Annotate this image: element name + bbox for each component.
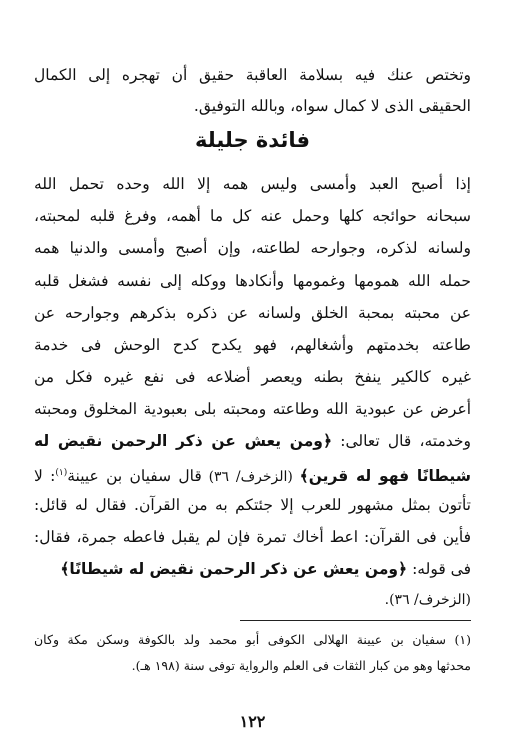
footnote-line-1: (١) سفيان بن عيينة الهلالى الكوفى أبو محمد ولد بالكوفة وسكن مكة وكان	[34, 632, 471, 647]
footnote-line-2: محدثها وهو من كبار الثقات فى العلم والرواية توفى سنة (١٩٨ هـ).	[131, 658, 471, 673]
verse-reference-1: (الزخرف/ ٣٦)	[201, 469, 300, 486]
body-line-5: عن محبته بمحبة الخلق ولسانه عن ذكره بذكرهم وجوارحه عن	[34, 304, 471, 322]
body-line-11: تأتون بمثل مشهور للعرب إلا جئتكم به من القرآن. فقال له قائل:	[34, 496, 471, 514]
section-heading: فائدة جليلة	[195, 128, 310, 152]
intro-line-2: الحقيقى الذى لا كمال سواه، وبالله التوفيق.	[193, 97, 471, 115]
body-line-9	[34, 430, 471, 452]
quran-verse-1-end: شيطانًا فهو له قرين﴾	[299, 467, 471, 486]
body-line-4: حمله الله همومها وغمومها وأنكادها ووكله إلى نفسه فشغل قلبه	[34, 272, 471, 290]
body-line-8: أعرض عن عبودية الله وطاعته ومحبته بلى بعبودية المخلوق ومحبته	[34, 400, 471, 418]
body-line-1: إذا أصبح العبد وأمسى وليس همه إلا الله وحده تحمل الله	[34, 175, 471, 193]
page-number: ١٢٢	[239, 712, 266, 731]
body-line-2: سبحانه حوائجه كلها وحمل عنه كل ما أهمه، وفرغ قلبه لمحبته،	[34, 207, 471, 225]
body-line-13	[34, 558, 471, 580]
quran-verse-1: ﴿ومن يعش عن ذكر الرحمن نقيض له	[34, 432, 333, 450]
body-line-7: غيره كالكير ينفخ بطنه ويعصر أضلاعه فى نفع غيره فكل من	[34, 368, 471, 386]
line10-end: : لا	[34, 467, 56, 486]
footnote-divider	[240, 620, 471, 621]
footnote-marker[interactable]: (١)	[55, 468, 68, 478]
line13-text: فى قوله:	[407, 560, 471, 578]
verse-reference-2: (الزخرف/ ٣٦).	[384, 592, 471, 608]
intro-line-1: وتختص عنك فيه بسلامة العاقبة حقيق أن تهجره إلى الكمال	[34, 66, 471, 84]
body-line-10	[34, 462, 471, 488]
body-line-6: طاعته بخدمتهم وأشغالهم، فهو يكدح كدح الوحش فى خدمة	[34, 336, 471, 354]
body-line-3: ولسانه لذكره، وجوارحه لطاعته، وإن أصبح وأمسى والدنيا همه	[34, 239, 471, 257]
line9-text: وخدمته، قال تعالى:	[332, 432, 471, 450]
line10-text: قال سفيان بن عيينة	[67, 467, 202, 486]
quran-verse-2: ﴿ومن يعش عن ذكر الرحمن نقيض له شيطانًا﴾	[60, 560, 408, 578]
body-line-12: فأين فى القرآن: اعط أخاك تمرة فإن لم يقبل فاعطه جمرة، فقال:	[34, 528, 471, 546]
